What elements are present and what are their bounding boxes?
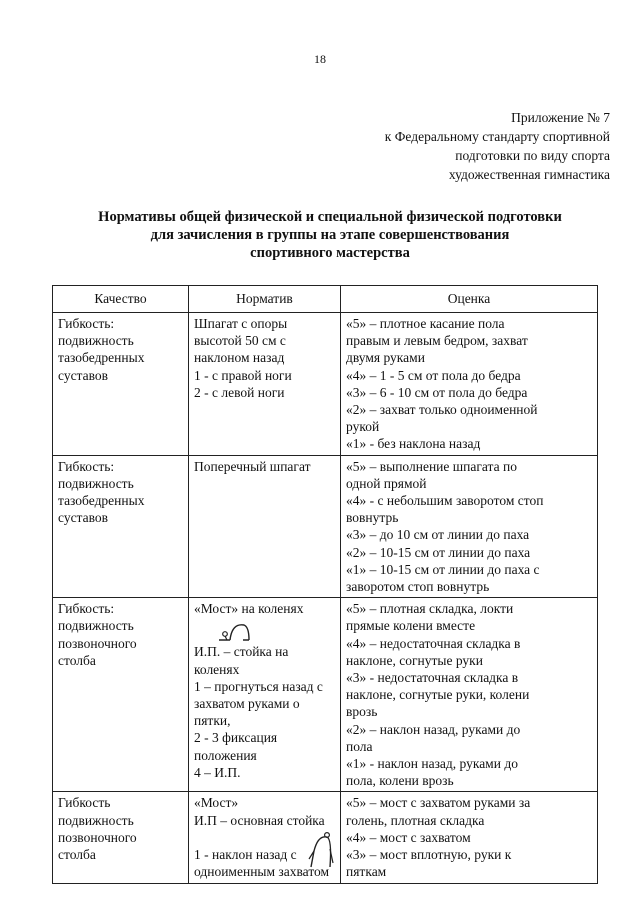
appendix-line: подготовки по виду спорта — [455, 148, 610, 163]
text-line: позвоночного — [58, 829, 137, 845]
text-line: Гибкость — [58, 795, 111, 811]
text-line: пяткам — [346, 864, 387, 880]
text-line: Гибкость: — [58, 601, 115, 617]
text-line: положения — [194, 747, 257, 763]
text-line: 2 - с левой ноги — [194, 384, 285, 400]
text-line: тазобедренных — [58, 493, 145, 509]
text-line: коленях — [194, 661, 240, 677]
appendix-header — [385, 108, 610, 184]
header-grade: Оценка — [341, 286, 598, 313]
text-line: «2» – 10-15 см от линии до паха — [346, 544, 531, 560]
text-line: вовнутрь — [346, 510, 399, 526]
text-line: «5» – плотная складка, локти — [346, 601, 514, 617]
text-line: голень, плотная складка — [346, 812, 485, 828]
text-line: «4» – недостаточная складка в — [346, 635, 521, 651]
cell-grade — [341, 792, 598, 883]
text-line: «3» - недостаточная складка в — [346, 670, 519, 686]
text-line: «2» – наклон назад, руками до — [346, 721, 521, 737]
text-line: «3» – до 10 см от линии до паха — [346, 527, 530, 543]
text-line: 1 - с правой ноги — [194, 367, 292, 383]
title-line: Нормативы общей физической и специальной физической подготовки — [98, 209, 562, 225]
text-line: подвижность — [58, 333, 134, 349]
cell-quality — [53, 455, 189, 598]
text-line: подвижность — [58, 812, 134, 828]
text-line: «4» – 1 - 5 см от пола до бедра — [346, 367, 521, 383]
table-row — [53, 598, 598, 792]
cell-norm — [189, 792, 341, 883]
cell-grade — [341, 455, 598, 598]
text-line: заворотом стоп вовнутрь — [346, 579, 490, 595]
text-line: захватом руками о — [194, 696, 300, 712]
text-line: «Мост» на коленях — [194, 601, 304, 617]
text-line: высотой 50 см с — [194, 333, 286, 349]
document-title — [40, 208, 620, 262]
text-line: «4» - с небольшим заворотом стоп — [346, 493, 544, 509]
text-line: Гибкость: — [58, 458, 115, 474]
text-line: позвоночного — [58, 635, 137, 651]
text-line: пятки, — [194, 713, 231, 729]
table-row — [53, 313, 598, 456]
text-line: подвижность — [58, 475, 134, 491]
text-line: суставов — [58, 510, 109, 526]
appendix-line: Приложение № 7 — [511, 110, 610, 125]
appendix-line: художественная гимнастика — [448, 167, 610, 182]
text-line: «2» – захват только одноименной — [346, 402, 538, 418]
cell-grade — [341, 313, 598, 456]
text-line: «1» - без наклона назад — [346, 436, 481, 452]
text-line: правым и левым бедром, захват — [346, 333, 528, 349]
cell-quality — [53, 792, 189, 883]
cell-norm — [189, 598, 341, 792]
text-line: Гибкость: — [58, 316, 115, 331]
text-line: рукой — [346, 419, 380, 435]
text-line: одноименным захватом — [194, 864, 330, 880]
text-line: И.П – основная стойка — [194, 812, 325, 828]
text-line: наклоне, согнутые руки — [346, 652, 483, 668]
text-line: одной прямой — [346, 475, 427, 491]
text-line: наклоне, согнутые руки, колени — [346, 687, 530, 703]
text-line: «5» – выполнение шпагата по — [346, 458, 517, 474]
cell-grade — [341, 598, 598, 792]
text-line: 4 – И.П. — [194, 764, 241, 780]
text-line: Шпагат с опоры — [194, 316, 288, 331]
text-line: врозь — [346, 704, 378, 720]
cell-quality — [53, 313, 189, 456]
text-line: «Мост» — [194, 795, 239, 811]
text-line: тазобедренных — [58, 350, 145, 366]
text-line: суставов — [58, 367, 109, 383]
header-quality: Качество — [53, 286, 189, 313]
text-line: «3» – 6 - 10 см от пола до бедра — [346, 384, 528, 400]
text-line: подвижность — [58, 618, 134, 634]
text-line: И.П. – стойка на — [194, 644, 289, 660]
text-line: прямые колени вместе — [346, 618, 476, 634]
appendix-line: к Федеральному стандарту спортивной — [384, 129, 610, 144]
text-line: «5» – мост с захватом руками за — [346, 795, 531, 811]
table-header-row — [53, 286, 598, 313]
text-line: пола, колени врозь — [346, 773, 454, 789]
title-line: для зачисления в группы на этапе совершенствования — [150, 227, 510, 243]
text-line: 2 - 3 фиксация — [194, 730, 278, 746]
cell-norm — [189, 455, 341, 598]
text-line: наклоном назад — [194, 350, 285, 366]
page-number: 18 — [314, 52, 326, 66]
header-norm: Норматив — [189, 286, 341, 313]
kneeling-bridge-figure — [216, 619, 335, 643]
text-line: 1 – прогнуться назад с — [194, 678, 323, 694]
title-line: спортивного мастерства — [250, 245, 410, 261]
text-line: столба — [58, 652, 96, 668]
table-row — [53, 792, 598, 883]
text-line: «5» – плотное касание пола — [346, 316, 505, 331]
text-line: «3» – мост вплотную, руки к — [346, 847, 512, 863]
text-line: столба — [58, 847, 96, 863]
text-line: пола — [346, 738, 373, 754]
text-line: двумя руками — [346, 350, 425, 366]
table-row — [53, 455, 598, 598]
text-line: «1» - наклон назад, руками до — [346, 756, 518, 772]
text-line: «4» – мост с захватом — [346, 829, 471, 845]
cell-quality — [53, 598, 189, 792]
cell-norm — [189, 313, 341, 456]
text-line: 1 - наклон назад с — [194, 847, 297, 863]
text-line: «1» – 10-15 см от линии до паха с — [346, 561, 540, 577]
norms-table — [52, 285, 598, 884]
text-line: Поперечный шпагат — [194, 458, 311, 474]
